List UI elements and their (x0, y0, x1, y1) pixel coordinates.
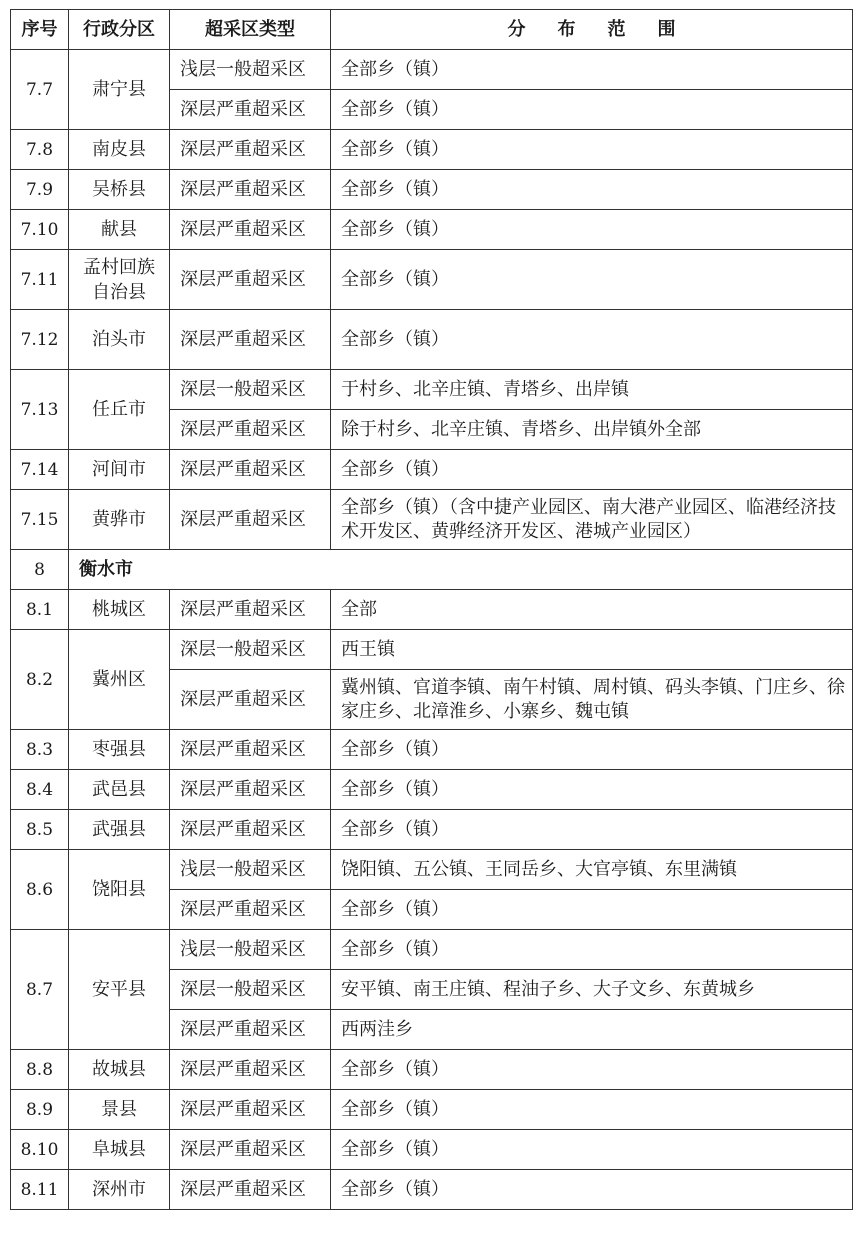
region-cell: 黄骅市 (69, 490, 170, 550)
header-range: 分布范围 (331, 10, 853, 50)
table-row (11, 130, 853, 170)
seq-cell: 8.6 (11, 850, 69, 930)
table-body (11, 50, 853, 1210)
region-cell: 河间市 (69, 450, 170, 490)
zone-type-cell: 浅层一般超采区 (170, 850, 331, 890)
region-cell: 枣强县 (69, 730, 170, 770)
table-row (11, 1130, 853, 1170)
seq-cell: 7.15 (11, 490, 69, 550)
seq-cell: 8.8 (11, 1050, 69, 1090)
seq-cell: 8 (11, 550, 69, 590)
table-row (11, 210, 853, 250)
region-line: 孟村回族 (83, 256, 155, 278)
seq-cell: 8.11 (11, 1170, 69, 1210)
table-row (11, 850, 853, 890)
region-cell (69, 250, 170, 310)
region-cell: 景县 (69, 1090, 170, 1130)
region-cell: 肃宁县 (69, 50, 170, 130)
table-row (11, 1090, 853, 1130)
range-cell: 全部乡（镇） (331, 730, 853, 770)
table-row (11, 770, 853, 810)
range-cell: 全部乡（镇） (331, 1130, 853, 1170)
table-header-row (11, 10, 853, 50)
zone-type-cell: 浅层一般超采区 (170, 50, 331, 90)
region-cell: 饶阳县 (69, 850, 170, 930)
table-row-city (11, 550, 853, 590)
zone-type-cell: 深层严重超采区 (170, 1090, 331, 1130)
region-cell: 南皮县 (69, 130, 170, 170)
range-cell: 安平镇、南王庄镇、程油子乡、大子文乡、东黄城乡 (331, 970, 853, 1010)
region-cell: 泊头市 (69, 310, 170, 370)
seq-cell: 8.5 (11, 810, 69, 850)
header-seq: 序号 (11, 10, 69, 50)
range-cell: 饶阳镇、五公镇、王同岳乡、大官亭镇、东里满镇 (331, 850, 853, 890)
zone-type-cell: 深层严重超采区 (170, 1130, 331, 1170)
region-cell: 阜城县 (69, 1130, 170, 1170)
zone-type-cell: 深层严重超采区 (170, 670, 331, 730)
seq-cell: 8.10 (11, 1130, 69, 1170)
region-line: 自治县 (92, 281, 146, 303)
zone-type-cell: 深层严重超采区 (170, 90, 331, 130)
region-cell: 献县 (69, 210, 170, 250)
region-cell: 武邑县 (69, 770, 170, 810)
zone-type-cell: 浅层一般超采区 (170, 930, 331, 970)
zone-type-cell: 深层一般超采区 (170, 970, 331, 1010)
zone-type-cell: 深层严重超采区 (170, 770, 331, 810)
range-cell: 全部乡（镇） (331, 210, 853, 250)
city-name: 衡水市 (69, 550, 853, 590)
zone-type-cell: 深层一般超采区 (170, 370, 331, 410)
region-cell: 安平县 (69, 930, 170, 1050)
seq-cell: 7.10 (11, 210, 69, 250)
table-row (11, 730, 853, 770)
region-cell: 吴桥县 (69, 170, 170, 210)
zone-type-cell: 深层严重超采区 (170, 410, 331, 450)
header-region: 行政分区 (69, 10, 170, 50)
zone-type-cell: 深层严重超采区 (170, 1170, 331, 1210)
table-row (11, 810, 853, 850)
range-cell: 全部乡（镇） (331, 310, 853, 370)
region-cell: 冀州区 (69, 630, 170, 730)
range-cell: 除于村乡、北辛庄镇、青塔乡、出岸镇外全部 (331, 410, 853, 450)
region-cell: 武强县 (69, 810, 170, 850)
range-cell: 全部乡（镇） (331, 770, 853, 810)
region-cell: 任丘市 (69, 370, 170, 450)
table-row (11, 490, 853, 550)
table-row (11, 250, 853, 310)
range-cell: 全部乡（镇） (331, 1170, 853, 1210)
range-cell: 全部乡（镇） (331, 450, 853, 490)
range-cell: 全部乡（镇） (331, 810, 853, 850)
table-row (11, 590, 853, 630)
table-row (11, 930, 853, 970)
zone-type-cell: 深层严重超采区 (170, 310, 331, 370)
seq-cell: 7.13 (11, 370, 69, 450)
range-cell: 西王镇 (331, 630, 853, 670)
range-cell: 全部乡（镇） (331, 1050, 853, 1090)
region-cell: 故城县 (69, 1050, 170, 1090)
range-cell: 于村乡、北辛庄镇、青塔乡、出岸镇 (331, 370, 853, 410)
seq-cell: 7.9 (11, 170, 69, 210)
region-cell: 深州市 (69, 1170, 170, 1210)
seq-cell: 7.12 (11, 310, 69, 370)
range-cell: 全部乡（镇） (331, 90, 853, 130)
range-cell: 全部乡（镇） (331, 930, 853, 970)
seq-cell: 8.4 (11, 770, 69, 810)
table-row (11, 1170, 853, 1210)
seq-cell: 7.7 (11, 50, 69, 130)
table-row (11, 370, 853, 410)
seq-cell: 8.3 (11, 730, 69, 770)
zone-type-cell: 深层严重超采区 (170, 130, 331, 170)
zone-type-cell: 深层严重超采区 (170, 210, 331, 250)
range-cell: 西两洼乡 (331, 1010, 853, 1050)
range-cell: 全部乡（镇） (331, 890, 853, 930)
table-row (11, 450, 853, 490)
seq-cell: 7.8 (11, 130, 69, 170)
seq-cell: 7.11 (11, 250, 69, 310)
zone-type-cell: 深层严重超采区 (170, 730, 331, 770)
seq-cell: 8.1 (11, 590, 69, 630)
zone-type-cell: 深层严重超采区 (170, 810, 331, 850)
table-row (11, 1050, 853, 1090)
zone-type-cell: 深层严重超采区 (170, 890, 331, 930)
zone-type-cell: 深层严重超采区 (170, 1050, 331, 1090)
zone-type-cell: 深层严重超采区 (170, 250, 331, 310)
zone-type-cell: 深层严重超采区 (170, 450, 331, 490)
range-cell: 全部乡（镇）（含中捷产业园区、南大港产业园区、临港经济技术开发区、黄骅经济开发区、港城产业园区） (331, 490, 853, 550)
range-cell: 全部 (331, 590, 853, 630)
seq-cell: 8.7 (11, 930, 69, 1050)
overdraft-zone-table (10, 9, 853, 1210)
seq-cell: 8.9 (11, 1090, 69, 1130)
region-cell: 桃城区 (69, 590, 170, 630)
zone-type-cell: 深层严重超采区 (170, 170, 331, 210)
zone-type-cell: 深层严重超采区 (170, 1010, 331, 1050)
seq-cell: 8.2 (11, 630, 69, 730)
table-row (11, 310, 853, 370)
table-row (11, 170, 853, 210)
range-cell: 全部乡（镇） (331, 170, 853, 210)
zone-type-cell: 深层严重超采区 (170, 590, 331, 630)
zone-type-cell: 深层严重超采区 (170, 490, 331, 550)
range-cell: 冀州镇、官道李镇、南午村镇、周村镇、码头李镇、门庄乡、徐家庄乡、北漳淮乡、小寨乡、魏屯镇 (331, 670, 853, 730)
header-type: 超采区类型 (170, 10, 331, 50)
range-cell: 全部乡（镇） (331, 130, 853, 170)
seq-cell: 7.14 (11, 450, 69, 490)
range-cell: 全部乡（镇） (331, 50, 853, 90)
range-cell: 全部乡（镇） (331, 250, 853, 310)
table-row (11, 50, 853, 90)
zone-type-cell: 深层一般超采区 (170, 630, 331, 670)
table-row (11, 630, 853, 670)
range-cell: 全部乡（镇） (331, 1090, 853, 1130)
